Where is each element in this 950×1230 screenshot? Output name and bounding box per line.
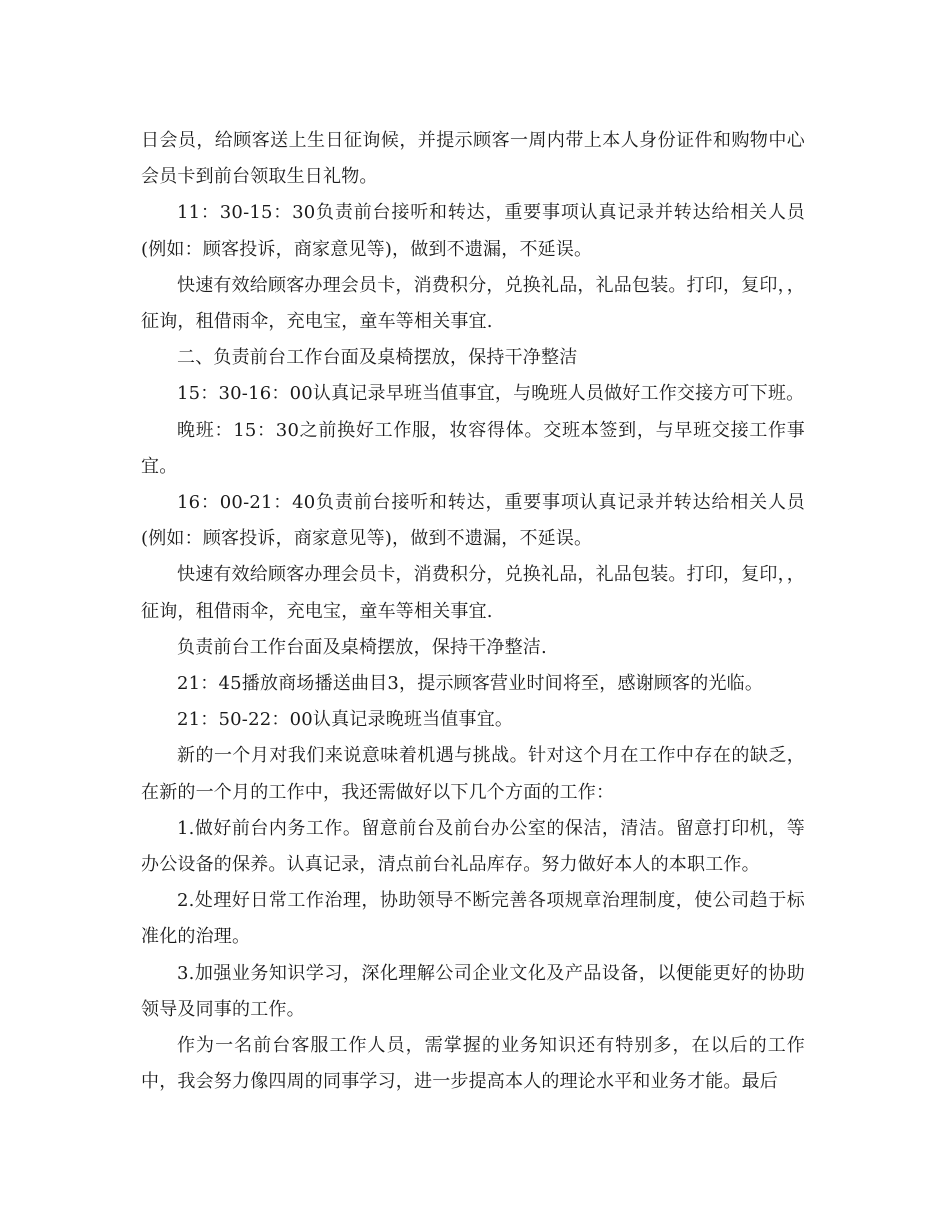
paragraph-new-month-intro: 新的一个月对我们来说意味着机遇与挑战。针对这个月在工作中存在的缺乏，在新的一个月的工作中，我还需做好以下几个方面的工作： <box>141 745 805 803</box>
paragraph-morning-reception: 11：30-15：30负责前台接听和转达，重要事项认真记录并转达给相关人员(例如：顾客投诉，商家意见等)，做到不遗漏，不延误。 <box>141 202 805 260</box>
paragraph-evening-shift-start: 晚班：15：30之前换好工作服，妆容得体。交班本签到，与早班交接工作事宜。 <box>141 419 805 477</box>
paragraph-goal-2: 2.处理好日常工作治理，协助领导不断完善各项规章治理制度，使公司趋于标准化的治理。 <box>141 890 805 948</box>
paragraph-conclusion: 作为一名前台客服工作人员，需掌握的业务知识还有特别多，在以后的工作中，我会努力像四周的同事学习，进一步提高本人的理论水平和业务才能。最后 <box>141 1035 805 1093</box>
document-body <box>141 123 805 1100</box>
paragraph-closing-broadcast: 21：45播放商场播送曲目3，提示顾客营业时间将至，感谢顾客的光临。 <box>177 673 764 695</box>
paragraph-desk-tidiness-heading: 二、负责前台工作台面及桌椅摆放，保持干净整洁 <box>177 347 578 369</box>
paragraph-evening-record: 21：50-22：00认真记录晚班当值事宜。 <box>177 709 514 731</box>
paragraph-goal-3: 3.加强业务知识学习，深化理解公司企业文化及产品设备，以便能更好的协助领导及同事的工作。 <box>141 962 805 1020</box>
paragraph-birthday-members: 日会员，给顾客送上生日征询候，并提示顾客一周内带上本人身份证件和购物中心会员卡到前台领取生日礼物。 <box>141 130 805 188</box>
paragraph-desk-tidiness: 负责前台工作台面及桌椅摆放，保持干净整洁. <box>177 636 547 658</box>
paragraph-morning-member-services: 快速有效给顾客办理会员卡，消费积分，兑换礼品，礼品包装。打印，复印，，征询，租借雨伞，充电宝，童车等相关事宜. <box>141 274 805 333</box>
paragraph-evening-member-services: 快速有效给顾客办理会员卡，消费积分，兑换礼品，礼品包装。打印，复印，，征询，租借雨伞，充电宝，童车等相关事宜. <box>141 564 805 622</box>
paragraph-evening-reception: 16：00-21：40负责前台接听和转达，重要事项认真记录并转达给相关人员(例如：顾客投诉，商家意见等)，做到不遗漏，不延误。 <box>141 492 805 550</box>
paragraph-goal-1: 1.做好前台内务工作。留意前台及前台办公室的保洁，清洁。留意打印机，等办公设备的保养。认真记录，清点前台礼品库存。努力做好本人的本职工作。 <box>141 817 805 876</box>
paragraph-morning-handover: 15：30-16：00认真记录早班当值事宜，与晚班人员做好工作交接方可下班。 <box>177 383 805 405</box>
